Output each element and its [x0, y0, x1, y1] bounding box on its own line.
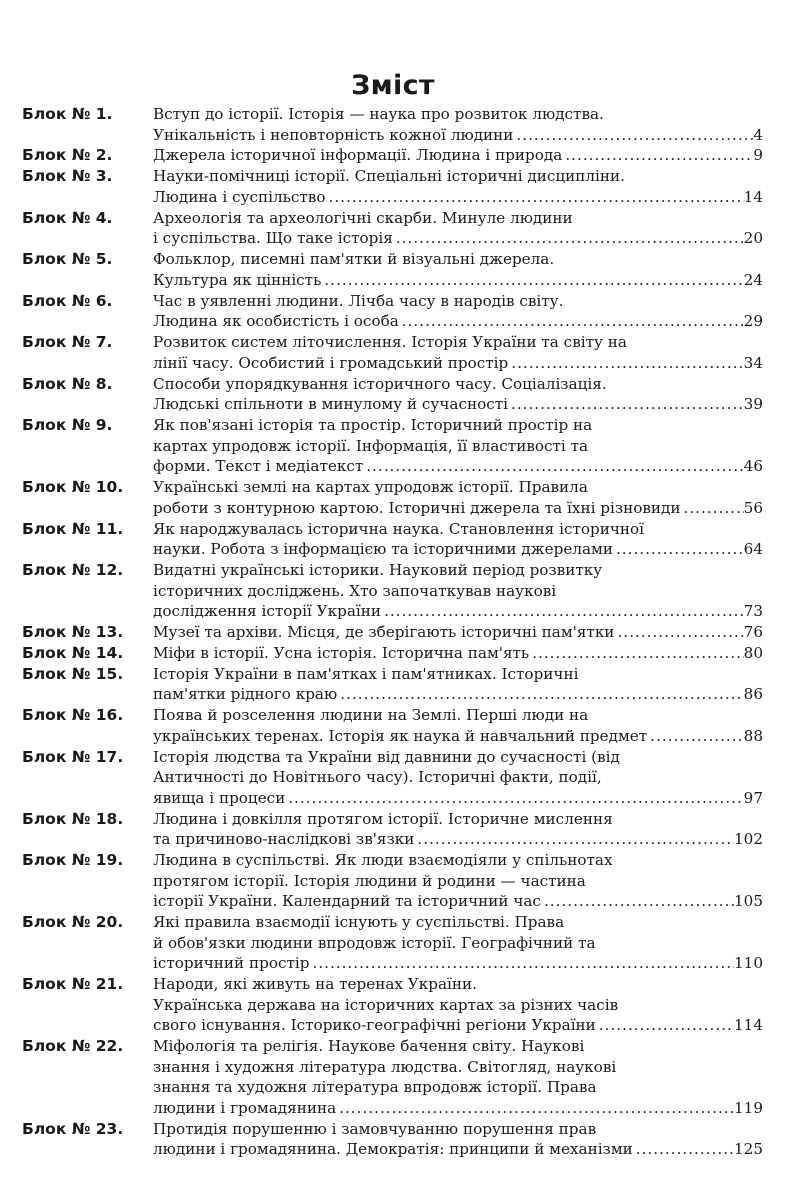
entry-line-text: історичний простір — [153, 954, 310, 973]
dot-leader — [541, 891, 734, 912]
block-label: Блок № 21. — [22, 975, 124, 994]
entry-line: Способи упорядкування історичного часу. Соціалізація. — [153, 374, 607, 393]
block-label: Блок № 10. — [22, 478, 124, 497]
page-number: 125 — [734, 1140, 763, 1159]
entry-line: Людина і довкілля протягом історії. Історичне мислення — [153, 809, 613, 828]
entry-line: Античності до Новітнього часу). Історичні факти, події, — [153, 768, 602, 787]
page-number: 24 — [743, 270, 763, 289]
entry-line-text: лінії часу. Особистий і громадський простір — [153, 353, 509, 372]
entry-last-line — [153, 829, 763, 850]
page-number: 76 — [743, 623, 763, 641]
toc-entry[interactable] — [0, 850, 786, 912]
entry-last-line — [153, 1015, 763, 1036]
entry-text — [153, 705, 763, 746]
block-label: Блок № 8. — [22, 374, 113, 393]
entry-line-text: роботи з контурною картою. Історичні джерела та їхні різновиди — [153, 498, 681, 517]
page-number: 119 — [734, 1099, 763, 1118]
entry-line: знання та художня література впродовж історії. Права — [153, 1078, 597, 1097]
entry-last-line — [153, 788, 763, 809]
dot-leader — [562, 145, 753, 166]
entry-last-line — [153, 601, 763, 622]
entry-text — [153, 809, 763, 850]
entry-line: Історія України в пам'ятках і пам'ятниках. Історичні — [153, 664, 579, 683]
entry-last-line — [153, 353, 763, 374]
page-number: 102 — [734, 830, 763, 849]
toc-entry[interactable] — [0, 208, 786, 249]
toc-entry[interactable] — [0, 747, 786, 809]
entry-last-line — [153, 684, 763, 705]
dot-leader — [414, 829, 734, 850]
entry-line-text: історії України. Календарний та історичний час — [153, 892, 541, 911]
entry-line: Народи, які живуть на теренах України. — [153, 975, 477, 994]
block-label: Блок № 2. — [22, 146, 113, 165]
entry-text — [153, 974, 763, 1036]
toc-entry[interactable] — [0, 249, 786, 290]
dot-leader — [508, 353, 743, 374]
page-number: 114 — [734, 1016, 763, 1035]
dot-leader — [633, 1139, 734, 1160]
entry-line: Фольклор, писемні пам'ятки й візуальні джерела. — [153, 250, 555, 269]
page-number: 64 — [743, 540, 763, 559]
toc-entry[interactable] — [0, 705, 786, 746]
page-number: 80 — [743, 643, 763, 662]
entry-text — [153, 104, 763, 145]
dot-leader — [337, 684, 743, 705]
entry-line: Як пов'язані історія та простір. Історичний простір на — [153, 416, 593, 434]
entry-text — [153, 560, 763, 622]
toc-entry[interactable] — [0, 166, 786, 207]
entry-line: історичних досліджень. Хто започаткував наукові — [153, 581, 557, 600]
entry-line: картах упродовж історії. Інформація, її властивості та — [153, 436, 589, 455]
block-label: Блок № 5. — [22, 250, 113, 269]
entry-last-line — [153, 456, 763, 477]
entry-line-text: пам'ятки рідного краю — [153, 685, 338, 704]
toc-entry[interactable] — [0, 415, 786, 477]
entry-last-line — [153, 891, 763, 912]
entry-line-text: Культура як цінність — [153, 270, 322, 289]
page-number: 20 — [743, 229, 763, 248]
page-number: 97 — [743, 788, 763, 807]
entry-last-line — [153, 270, 763, 291]
entry-line-text: людини і громадянина. Демократія: принципи й механізми — [153, 1140, 633, 1159]
toc-entry[interactable] — [0, 477, 786, 518]
toc-entry[interactable] — [0, 622, 786, 643]
dot-leader — [529, 643, 743, 664]
block-label: Блок № 15. — [22, 664, 124, 683]
entry-text — [153, 747, 763, 809]
entry-text — [153, 912, 763, 974]
page-number: 46 — [743, 457, 763, 476]
toc-entry[interactable] — [0, 291, 786, 332]
page-number: 29 — [743, 312, 763, 331]
entry-line-text: і суспільства. Що таке історія — [153, 229, 393, 248]
dot-leader — [647, 726, 744, 747]
entry-last-line — [153, 187, 763, 208]
entry-line: Як народжувалась історична наука. Становлення історичної — [153, 519, 645, 538]
toc-entry[interactable] — [0, 374, 786, 415]
entry-text — [153, 622, 763, 643]
entry-line: Протидія порушенню і замовчуванню порушення прав — [153, 1119, 597, 1138]
entry-text — [153, 1036, 763, 1118]
entry-line-text: науки. Робота з інформацією та історичними джерелами — [153, 540, 613, 559]
dot-leader — [363, 456, 743, 477]
block-label: Блок № 9. — [22, 416, 113, 434]
entry-text — [153, 664, 763, 705]
page-number: 56 — [743, 498, 763, 517]
toc-entry[interactable] — [0, 643, 786, 664]
entry-line: Міфологія та релігія. Наукове бачення світу. Наукові — [153, 1037, 585, 1056]
block-label: Блок № 14. — [22, 643, 124, 662]
toc-entry[interactable] — [0, 332, 786, 373]
entry-line-text: людини і громадянина — [153, 1099, 337, 1118]
entry-line-text: Людські спільноти в минулому й сучасності — [153, 395, 508, 414]
page-number: 105 — [734, 892, 763, 911]
entry-line-text: Унікальність і неповторність кожної людини — [153, 125, 514, 144]
entry-line-text: Музеї та архіви. Місця, де зберігають історичні пам'ятки — [153, 623, 615, 641]
dot-leader — [326, 187, 744, 208]
toc-entry[interactable] — [0, 1036, 786, 1118]
dot-leader — [513, 125, 753, 146]
entry-line: Час в уявленні людини. Лічба часу в народів світу. — [153, 291, 564, 310]
toc-entry[interactable] — [0, 974, 786, 1036]
page-number: 39 — [743, 395, 763, 414]
entry-line: Вступ до історії. Історія — наука про розвиток людства. — [153, 105, 604, 123]
block-label: Блок № 1. — [22, 105, 113, 123]
entry-last-line — [153, 394, 763, 415]
entry-line: Українська держава на історичних картах за різних часів — [153, 995, 619, 1014]
page-number: 34 — [743, 353, 763, 372]
entry-text — [153, 166, 763, 207]
dot-leader — [681, 498, 744, 519]
toc-entry[interactable] — [0, 560, 786, 622]
block-label: Блок № 6. — [22, 291, 113, 310]
page-number: 88 — [743, 726, 763, 745]
dot-leader — [309, 953, 734, 974]
entry-line-text: форми. Текст і медіатекст — [153, 457, 364, 476]
block-label: Блок № 12. — [22, 560, 124, 579]
entry-text — [153, 850, 763, 912]
entry-line: Видатні українські історики. Науковий період розвитку — [153, 560, 603, 579]
page-number: 110 — [734, 954, 763, 973]
dot-leader — [508, 394, 744, 415]
entry-text — [153, 1119, 763, 1160]
entry-line: знання і художня література людства. Світогляд, наукові — [153, 1057, 617, 1076]
page-number: 4 — [753, 125, 763, 144]
entry-text — [153, 519, 763, 560]
entry-line-text: явища і процеси — [153, 788, 286, 807]
entry-line-text: Джерела історичної інформації. Людина і природа — [153, 146, 563, 165]
page-number: 73 — [743, 602, 763, 621]
block-label: Блок № 7. — [22, 333, 113, 352]
toc-entry[interactable] — [0, 519, 786, 560]
entry-text — [153, 415, 763, 477]
dot-leader — [393, 228, 744, 249]
entry-text — [153, 291, 763, 332]
page-number: 86 — [743, 685, 763, 704]
entry-text — [153, 332, 763, 373]
entry-line-text: дослідження історії України — [153, 602, 381, 621]
entry-line: протягом історії. Історія людини й родини — частина — [153, 871, 586, 890]
entry-line-text: свого існування. Історико-географічні регіони України — [153, 1016, 596, 1035]
block-label: Блок № 17. — [22, 747, 124, 766]
entry-text — [153, 208, 763, 249]
block-label: Блок № 4. — [22, 208, 113, 227]
entry-line: Які правила взаємодії існують у суспільстві. Права — [153, 913, 565, 932]
block-label: Блок № 19. — [22, 851, 124, 870]
entry-last-line — [153, 726, 763, 747]
entry-last-line — [153, 1139, 763, 1160]
entry-text — [153, 145, 763, 166]
entry-last-line — [153, 622, 763, 643]
entry-line-text: та причиново-наслідкові зв'язки — [153, 830, 415, 849]
entry-last-line — [153, 311, 763, 332]
dot-leader — [614, 622, 743, 643]
entry-text — [153, 643, 763, 664]
entry-line: Людина в суспільстві. Як люди взаємодіяли у спільнотах — [153, 851, 613, 870]
block-label: Блок № 18. — [22, 809, 124, 828]
toc-entry[interactable] — [0, 809, 786, 850]
entry-line-text: Людина і суспільство — [153, 187, 326, 206]
entry-line: Розвиток систем літочислення. Історія України та світу на — [153, 333, 627, 352]
entry-last-line — [153, 953, 763, 974]
dot-leader — [321, 270, 743, 291]
entry-line-text: Людина як особистість і особа — [153, 312, 399, 331]
toc-entry[interactable] — [0, 1119, 786, 1160]
entry-text — [153, 249, 763, 290]
toc-entry[interactable] — [0, 664, 786, 705]
entry-line: Науки-помічниці історії. Спеціальні історичні дисципліни. — [153, 167, 625, 186]
entry-last-line — [153, 228, 763, 249]
entry-line: Українські землі на картах упродовж історії. Правила — [153, 478, 588, 497]
entry-last-line — [153, 145, 763, 166]
entry-last-line — [153, 643, 763, 664]
entry-last-line — [153, 125, 763, 146]
entry-last-line — [153, 539, 763, 560]
entry-line: Археологія та археологічні скарби. Минуле людини — [153, 208, 573, 227]
block-label: Блок № 3. — [22, 167, 113, 186]
toc-entry[interactable] — [0, 104, 786, 145]
entry-last-line — [153, 1098, 763, 1119]
block-label: Блок № 13. — [22, 623, 124, 641]
entry-line: й обов'язки людини впродовж історії. Географічний та — [153, 933, 596, 952]
dot-leader — [596, 1015, 734, 1036]
page-number: 9 — [753, 146, 763, 165]
toc-entry[interactable] — [0, 145, 786, 166]
dot-leader — [285, 788, 743, 809]
entry-line: Поява й розселення людини на Землі. Перші люди на — [153, 706, 589, 725]
entry-last-line — [153, 498, 763, 519]
dot-leader — [336, 1098, 734, 1119]
block-label: Блок № 11. — [22, 519, 124, 538]
dot-leader — [381, 601, 744, 622]
block-label: Блок № 16. — [22, 706, 124, 725]
entry-text — [153, 477, 763, 518]
toc-entry[interactable] — [0, 912, 786, 974]
block-label: Блок № 22. — [22, 1037, 124, 1056]
block-label: Блок № 20. — [22, 913, 124, 932]
block-label: Блок № 23. — [22, 1119, 124, 1138]
page-title: Зміст — [351, 70, 435, 101]
dot-leader — [399, 311, 744, 332]
entry-line-text: українських теренах. Історія як наука й навчальний предмет — [153, 726, 648, 745]
entry-line: Історія людства та України від давнини до сучасності (від — [153, 747, 620, 766]
dot-leader — [613, 539, 744, 560]
page-number: 14 — [743, 187, 763, 206]
entry-line-text: Міфи в історії. Усна історія. Історична пам'ять — [153, 643, 530, 662]
entry-text — [153, 374, 763, 415]
